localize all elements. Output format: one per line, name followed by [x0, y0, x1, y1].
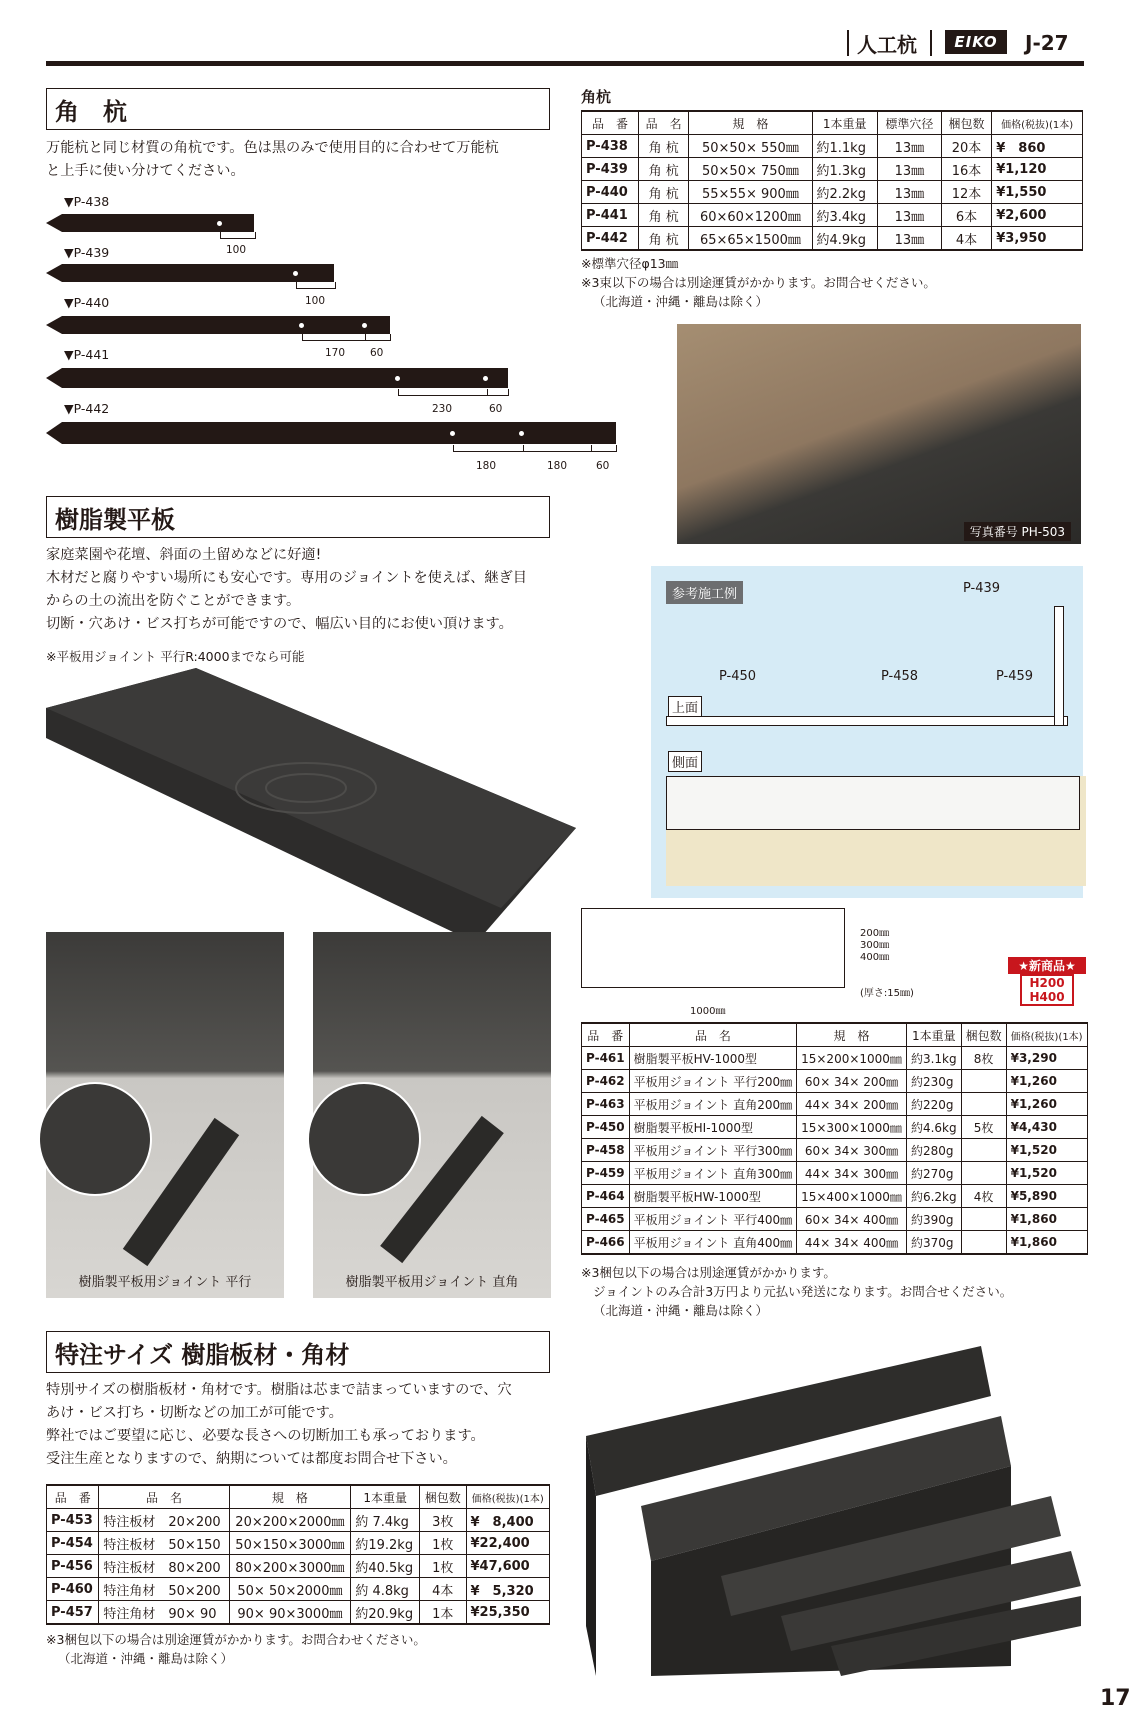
kakui-description — [46, 137, 566, 183]
stake-shape — [46, 422, 616, 444]
joint-right-angle-photo — [313, 932, 551, 1298]
installation-diagram — [651, 566, 1083, 898]
joint-parallel-photo — [46, 932, 284, 1298]
hiraita-notes: ※3梱包以下の場合は別途運賃がかかります。 ジョイントのみ合計3万円より元払い発送になります。お問合せください。 （北海道・沖縄・離島は除く） — [581, 1265, 1013, 1318]
table-header-row: 品 番 品 名 規 格 1本重量 梱包数 価格(税抜)(1本) — [582, 1023, 1088, 1047]
dimension-line — [302, 334, 366, 341]
resin-board-image — [46, 668, 576, 948]
table-header-row — [582, 111, 1083, 135]
column-header: 1本重量 — [812, 111, 877, 135]
column-header: 規 格 — [689, 111, 812, 135]
label-p458: P-458 — [881, 669, 919, 684]
brand-logo: EIKO — [945, 30, 1007, 54]
section-title-tokuchu: 特注サイズ 樹脂板材・角材 — [46, 1331, 550, 1373]
dimension-value: 180 — [476, 460, 497, 472]
stake-label: ▼P-439 — [64, 245, 110, 260]
table-row: P-465 平板用ジョイント 平行400㎜ 60× 34× 400㎜ 約390g ¥1,860 — [582, 1208, 1088, 1231]
table-row: P-461 樹脂製平板HV-1000型 15×200×1000㎜ 約3.1kg 8枚 ¥3,290 — [582, 1047, 1088, 1070]
column-header: 品 番 — [582, 111, 639, 135]
top-view-label: 上面 — [668, 696, 702, 717]
dimension-value: 60 — [489, 403, 503, 415]
table-row: P-442 角 杭 65×65×1500㎜ 約4.9kg 13㎜ 4本 ¥3,950 — [582, 227, 1083, 251]
table-row: P-463 平板用ジョイント 直角200㎜ 44× 34× 200㎜ 約220g ¥1,260 — [582, 1093, 1088, 1116]
dimension-value: 60 — [370, 347, 384, 359]
dimension-value: 170 — [325, 347, 346, 359]
detail-circle — [38, 1082, 152, 1196]
desc-line: と上手に使い分けてください。 — [46, 163, 245, 179]
stake-label: ▼P-441 — [64, 347, 110, 362]
desc-line: 万能杭と同じ材質の角杭です。色は黒のみで使用目的に合わせて万能杭 — [46, 140, 499, 156]
caption-joint-parallel: 樹脂製平板用ジョイント 平行 — [78, 1275, 252, 1290]
table-row: P-456 特注板材 80×200 80×200×3000㎜ 約40.5kg 1枚 ¥47,600 — [47, 1555, 550, 1578]
stake-hole — [483, 376, 488, 381]
table-row: P-464 樹脂製平板HW-1000型 15×400×1000㎜ 約6.2kg 4枚 ¥5,890 — [582, 1185, 1088, 1208]
page-code: J-27 — [1025, 31, 1069, 55]
installation-photo — [677, 324, 1081, 544]
dimension-line — [220, 232, 256, 239]
resin-lumber-photo — [581, 1346, 1083, 1686]
section-title-kakui: 角 杭 — [46, 88, 550, 130]
hiraita-spec-table — [581, 1022, 1088, 1255]
stake-hole — [450, 431, 455, 436]
label-p450: P-450 — [719, 669, 757, 684]
top-view-board-vertical — [1054, 606, 1064, 726]
kakui-spec-table — [581, 110, 1083, 251]
header-divider — [930, 30, 932, 56]
table-row: P-459 平板用ジョイント 直角300㎜ 44× 34× 300㎜ 約270g ¥1,520 — [582, 1162, 1088, 1185]
tokuchu-spec-table — [46, 1484, 550, 1625]
side-view-label: 側面 — [668, 751, 702, 772]
stake-hole — [519, 431, 524, 436]
stake-shape — [46, 214, 254, 232]
table-row: P-460 特注角材 50×200 50× 50×2000㎜ 約 4.8kg 4本 ¥ 5,320 — [47, 1578, 550, 1601]
table-row: P-453 特注板材 20×200 20×200×2000㎜ 約 7.4kg 3枚 ¥ 8,400 — [47, 1509, 550, 1532]
column-header: 標準穴径 — [877, 111, 941, 135]
label-p459: P-459 — [996, 669, 1034, 684]
dimension-value: 60 — [596, 460, 610, 472]
tokuchu-notes: ※3梱包以下の場合は別途運賃がかかります。お問合わせください。 （北海道・沖縄・離島は除く） — [46, 1632, 426, 1666]
board-dimension-drawing — [581, 908, 845, 988]
table-row: P-450 樹脂製平板HI-1000型 15×300×1000㎜ 約4.6kg 5枚 ¥4,430 — [582, 1116, 1088, 1139]
table-row: P-454 特注板材 50×150 50×150×3000㎜ 約19.2kg 1枚 ¥22,400 — [47, 1532, 550, 1555]
header-category: 人工杭 — [857, 32, 917, 57]
stake-label: ▼P-438 — [64, 194, 110, 209]
stake-label: ▼P-442 — [64, 401, 110, 416]
diagram-title: 参考施工例 — [666, 581, 743, 604]
dimension-value: 180 — [547, 460, 568, 472]
table-header-row: 品 番 品 名 規 格 1本重量 梱包数 価格(税抜)(1本) — [47, 1485, 550, 1509]
top-view-board — [666, 716, 1068, 726]
dimension-value: 100 — [305, 295, 326, 307]
table-row: P-458 平板用ジョイント 平行300㎜ 60× 34× 300㎜ 約280g ¥1,520 — [582, 1139, 1088, 1162]
dimension-line — [365, 334, 391, 341]
stake-shape — [46, 316, 390, 334]
section-title-hiraita: 樹脂製平板 — [46, 496, 550, 538]
board-height-dims: 200㎜ 300㎜ 400㎜ — [860, 928, 890, 963]
hiraita-note: ※平板用ジョイント 平行R:4000までなら可能 — [46, 649, 305, 664]
stake-hole — [293, 271, 298, 276]
table-row: P-457 特注角材 90× 90 90× 90×3000㎜ 約20.9kg 1本 ¥25,350 — [47, 1601, 550, 1625]
board-thickness-dim: (厚さ:15㎜) — [860, 988, 914, 999]
stake-shape — [46, 264, 334, 282]
stake-hole — [362, 323, 367, 328]
header-divider — [847, 30, 849, 56]
header-rule — [46, 61, 1084, 66]
stake-label: ▼P-440 — [64, 295, 110, 310]
dimension-line — [522, 445, 592, 452]
stake-shape — [46, 368, 508, 388]
board-length-dim: 1000㎜ — [690, 1006, 726, 1017]
stake-hole — [217, 221, 222, 226]
label-p439: P-439 — [963, 581, 1001, 596]
hiraita-description: 家庭菜園や花壇、斜面の土留めなどに好適! 木材だと腐りやすい場所にも安心です。専用のジョイントを使えば、継ぎ目 からの土の流出を防ぐことができます。 切断・穴あけ・ビス打ちが可能ですので、幅広い目的にお使い頂けます。 — [46, 547, 527, 632]
detail-circle — [307, 1082, 421, 1196]
dimension-value: 100 — [226, 244, 247, 256]
side-view-board — [666, 776, 1080, 830]
table-row: P-466 平板用ジョイント 直角400㎜ 44× 34× 400㎜ 約370g ¥1,860 — [582, 1231, 1088, 1255]
column-header: 梱包数 — [941, 111, 991, 135]
kakui-table-title: 角杭 — [581, 88, 612, 106]
dimension-line — [591, 445, 617, 452]
dimension-line — [487, 389, 509, 396]
table-row: P-438 角 杭 50×50× 550㎜ 約1.1kg 13㎜ 20本 ¥ 860 — [582, 135, 1083, 158]
photo-caption: 写真番号 PH-503 — [964, 522, 1071, 541]
stake-hole — [395, 376, 400, 381]
dimension-line — [296, 282, 336, 289]
table-row: P-462 平板用ジョイント 平行200㎜ 60× 34× 200㎜ 約230g ¥1,260 — [582, 1070, 1088, 1093]
dimension-line — [453, 445, 524, 452]
caption-joint-right: 樹脂製平板用ジョイント 直角 — [345, 1275, 519, 1290]
new-product-badge: ★新商品★ H200 H400 — [1008, 957, 1086, 1006]
column-header: 品 名 — [638, 111, 688, 135]
stake-hole — [299, 323, 304, 328]
table-row: P-440 角 杭 55×55× 900㎜ 約2.2kg 13㎜ 12本 ¥1,550 — [582, 181, 1083, 204]
column-header: 価格(税抜)(1本) — [992, 111, 1083, 135]
table-row: P-441 角 杭 60×60×1200㎜ 約3.4kg 13㎜ 6本 ¥2,600 — [582, 204, 1083, 227]
kakui-notes: ※標準穴径φ13㎜ ※3束以下の場合は別途運賃がかかります。お問合せください。 （北海道・沖縄・離島は除く） — [581, 256, 936, 309]
dimension-line — [398, 389, 488, 396]
table-row: P-439 角 杭 50×50× 750㎜ 約1.3kg 13㎜ 16本 ¥1,120 — [582, 158, 1083, 181]
dimension-value: 230 — [432, 403, 453, 415]
tokuchu-description: 特別サイズの樹脂板材・角材です。樹脂は芯まで詰まっていますので、穴 あけ・ビス打ち・切断などの加工が可能です。 弊社ではご要望に応じ、必要な長さへの切断加工も承っております。 受注生産となりますので、納期については都度お問合せ下さい。 — [46, 1382, 512, 1467]
page-number: 17 — [1100, 1686, 1131, 1711]
